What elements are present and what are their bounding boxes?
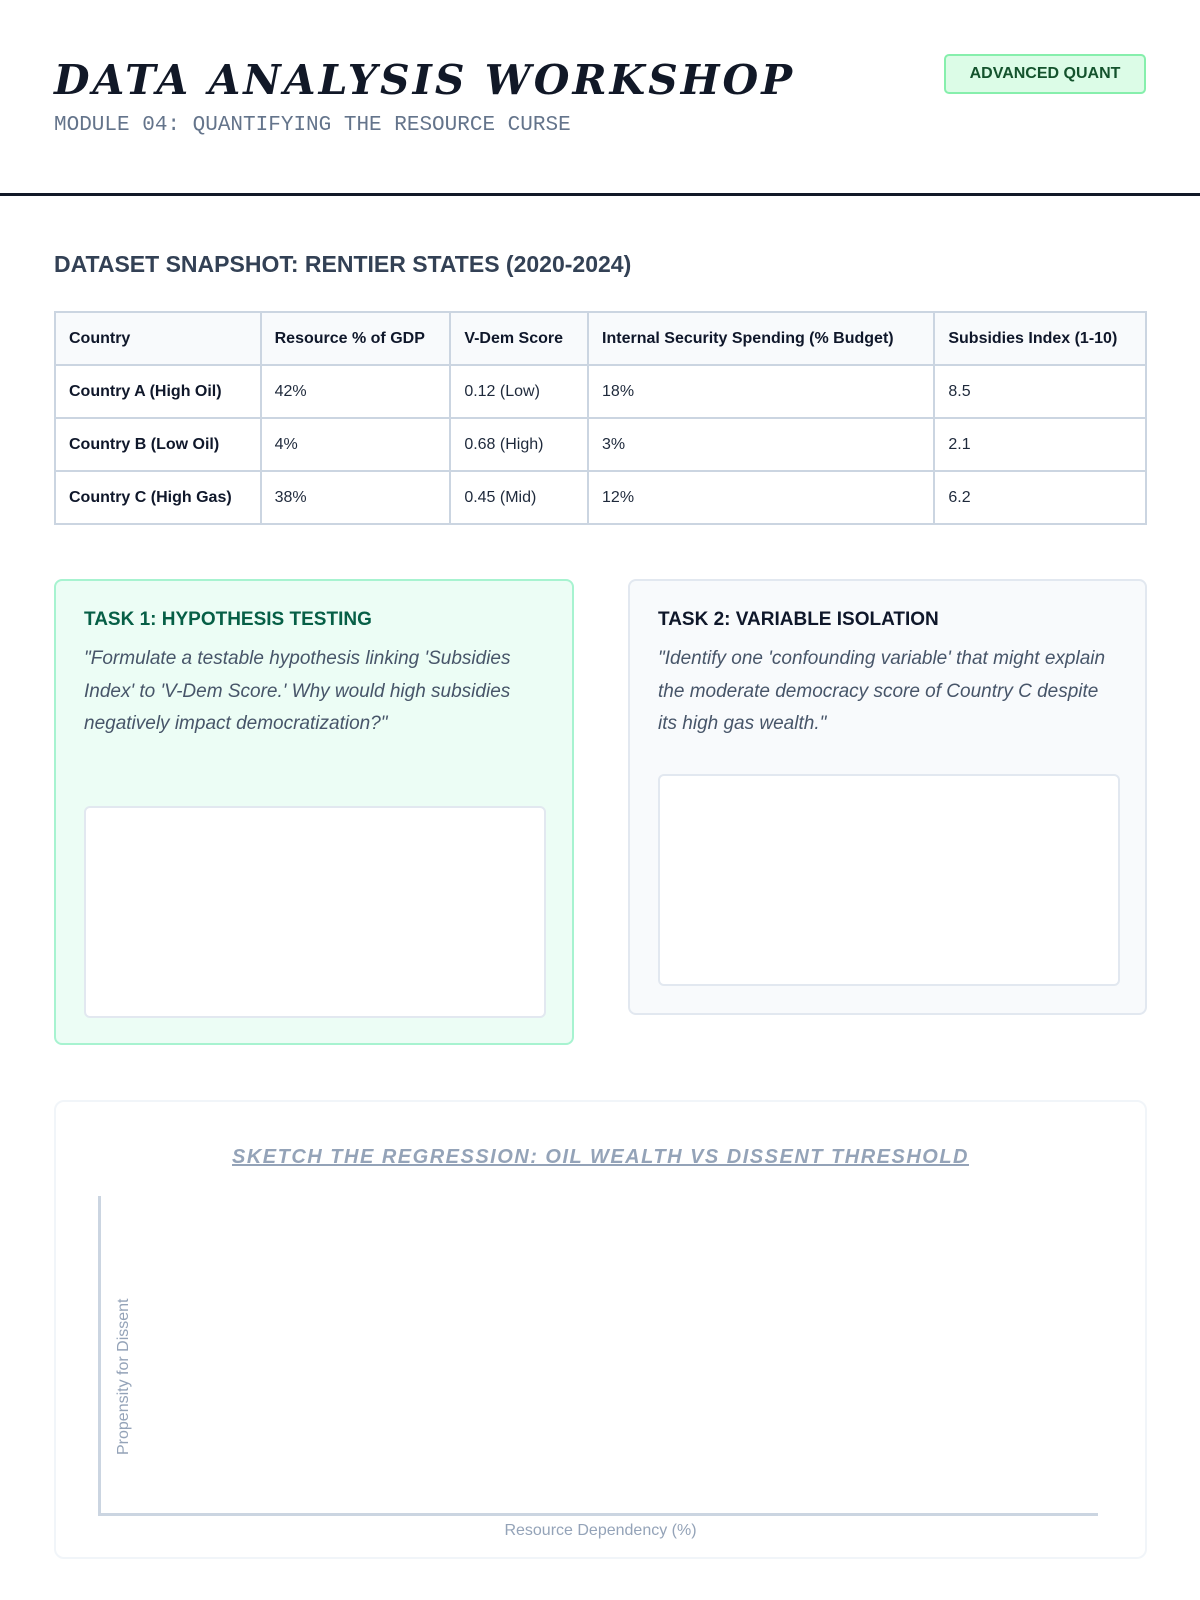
y-axis [98,1196,101,1514]
security-cell: 12% [588,471,934,524]
column-header: Country [55,312,261,365]
column-header: Subsidies Index (1-10) [934,312,1146,365]
task-2-title: TASK 2: VARIABLE ISOLATION [658,609,939,630]
country-cell: Country A (High Oil) [55,365,261,418]
vdem-cell: 0.12 (Low) [450,365,588,418]
dataset-table [54,311,1147,525]
module-subtitle: MODULE 04: QUANTIFYING THE RESOURCE CURSE [54,114,571,137]
x-axis [98,1513,1098,1516]
table-row [55,471,1146,524]
resource-cell: 38% [261,471,451,524]
task-1-title: TASK 1: HYPOTHESIS TESTING [84,609,372,630]
task-1-prompt: "Formulate a testable hypothesis linking 'Subsidies Index' to 'V-Dem Score.' Why would high subsidies negatively impact democratization?" [84,648,511,734]
subsidies-cell: 6.2 [934,471,1146,524]
task-1-answer-box[interactable] [84,806,546,1018]
task-2-prompt: "Identify one 'confounding variable' that might explain the moderate democracy score of Country C despite its high gas wealth." [658,648,1106,734]
level-badge: ADVANCED QUANT [944,54,1146,94]
resource-cell: 42% [261,365,451,418]
table-row [55,418,1146,471]
country-cell: Country C (High Gas) [55,471,261,524]
y-axis-label: Propensity for Dissent [115,1298,132,1455]
security-cell: 3% [588,418,934,471]
subsidies-cell: 2.1 [934,418,1146,471]
x-axis-label: Resource Dependency (%) [504,1522,697,1539]
country-cell: Country B (Low Oil) [55,418,261,471]
sketch-title: SKETCH THE REGRESSION: OIL WEALTH VS DISSENT THRESHOLD [232,1146,969,1168]
security-cell: 18% [588,365,934,418]
column-header: Internal Security Spending (% Budget) [588,312,934,365]
task-2-card [628,579,1147,1015]
table-row [55,365,1146,418]
page-title: DATA ANALYSIS WORKSHOP [54,56,796,104]
resource-cell: 4% [261,418,451,471]
dataset-title: DATASET SNAPSHOT: RENTIER STATES (2020-2024) [54,251,632,277]
task-1-card [54,579,574,1045]
header [0,0,1200,196]
task-2-answer-box[interactable] [658,774,1120,986]
table-header-row [55,312,1146,365]
vdem-cell: 0.68 (High) [450,418,588,471]
column-header: V-Dem Score [450,312,588,365]
vdem-cell: 0.45 (Mid) [450,471,588,524]
column-header: Resource % of GDP [261,312,451,365]
subsidies-cell: 8.5 [934,365,1146,418]
sketch-area[interactable] [54,1100,1147,1559]
